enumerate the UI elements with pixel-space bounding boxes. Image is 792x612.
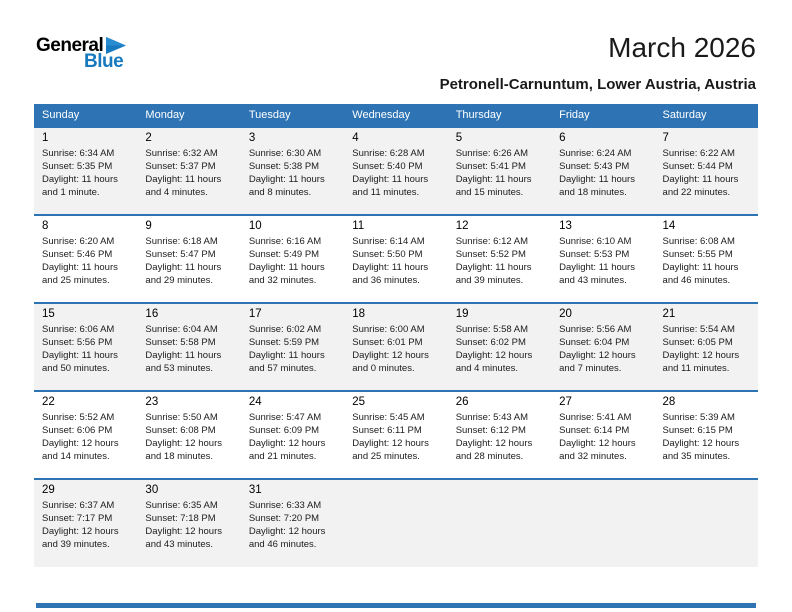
day-number: 30 bbox=[145, 484, 159, 496]
day-cell bbox=[137, 127, 240, 215]
day-detail: Daylight: 11 hours bbox=[455, 174, 532, 185]
day-detail: Sunrise: 6:28 AM bbox=[352, 148, 425, 159]
page-title: March 2026 bbox=[608, 32, 756, 63]
day-cell bbox=[655, 303, 758, 391]
day-detail: Sunrise: 6:10 AM bbox=[559, 236, 632, 247]
day-detail: Sunset: 5:43 PM bbox=[559, 161, 630, 172]
day-detail: Daylight: 12 hours bbox=[559, 350, 636, 361]
day-detail: Daylight: 11 hours bbox=[248, 262, 325, 273]
day-detail: Sunset: 6:09 PM bbox=[248, 425, 320, 436]
day-cell bbox=[137, 215, 240, 303]
day-number: 14 bbox=[662, 220, 676, 232]
calendar-table bbox=[34, 104, 758, 567]
day-detail: Sunset: 6:01 PM bbox=[352, 337, 423, 348]
day-number: 22 bbox=[42, 396, 55, 408]
day-detail: Sunset: 5:56 PM bbox=[42, 337, 113, 348]
day-number: 6 bbox=[559, 132, 566, 144]
day-detail: Sunrise: 5:47 AM bbox=[248, 412, 322, 423]
weekday-header-tuesday: Tuesday bbox=[241, 104, 344, 127]
day-detail: Sunrise: 6:30 AM bbox=[248, 148, 322, 159]
weekday-header-saturday: Saturday bbox=[655, 104, 758, 127]
week-row bbox=[34, 215, 758, 303]
day-cell bbox=[241, 479, 344, 567]
day-cell bbox=[137, 391, 240, 479]
weekday-header-friday: Friday bbox=[551, 104, 654, 127]
day-cell bbox=[241, 303, 344, 391]
logo-text-blue: Blue bbox=[84, 51, 124, 72]
day-detail: and 50 minutes. bbox=[42, 363, 110, 374]
day-detail: Daylight: 11 hours bbox=[662, 174, 739, 185]
day-number: 2 bbox=[145, 132, 152, 144]
day-number: 27 bbox=[559, 396, 572, 408]
location-subtitle: Petronell-Carnuntum, Lower Austria, Austria bbox=[439, 76, 756, 93]
day-detail: Daylight: 11 hours bbox=[42, 350, 118, 361]
day-detail: Sunset: 5:53 PM bbox=[559, 249, 630, 260]
day-detail: Sunset: 7:20 PM bbox=[248, 513, 320, 524]
day-detail: Daylight: 12 hours bbox=[352, 438, 429, 449]
day-detail: and 18 minutes. bbox=[559, 187, 627, 198]
day-detail: Sunset: 5:49 PM bbox=[248, 249, 320, 260]
day-detail: and 11 minutes. bbox=[352, 187, 420, 198]
day-detail: Sunrise: 5:41 AM bbox=[559, 412, 632, 423]
weekday-header-monday: Monday bbox=[137, 104, 240, 127]
day-detail: Daylight: 11 hours bbox=[145, 174, 222, 185]
day-detail: Sunrise: 6:02 AM bbox=[248, 324, 322, 335]
day-detail: and 53 minutes. bbox=[145, 363, 214, 374]
day-detail: and 28 minutes. bbox=[455, 451, 524, 462]
day-number: 8 bbox=[42, 220, 49, 232]
day-detail: Sunset: 6:02 PM bbox=[455, 337, 526, 348]
day-detail: Sunrise: 6:08 AM bbox=[662, 236, 735, 247]
day-number: 20 bbox=[559, 308, 572, 320]
day-cell bbox=[448, 391, 551, 479]
day-detail: Sunrise: 5:54 AM bbox=[662, 324, 735, 335]
day-detail: Daylight: 11 hours bbox=[145, 262, 222, 273]
day-number: 3 bbox=[248, 132, 256, 144]
footer-accent-bar bbox=[36, 603, 756, 608]
day-detail: Sunset: 5:40 PM bbox=[352, 161, 423, 172]
day-detail: Daylight: 12 hours bbox=[145, 526, 222, 537]
day-detail: Daylight: 12 hours bbox=[455, 438, 533, 449]
day-detail: Sunrise: 6:12 AM bbox=[455, 236, 529, 247]
day-detail: and 43 minutes. bbox=[145, 539, 214, 550]
empty-day-cell bbox=[448, 479, 551, 567]
logo-text-general: General bbox=[36, 35, 104, 56]
day-detail: Sunset: 6:06 PM bbox=[42, 425, 113, 436]
day-detail: Sunset: 5:35 PM bbox=[42, 161, 113, 172]
day-detail: Sunset: 5:58 PM bbox=[145, 337, 216, 348]
day-number: 1 bbox=[42, 132, 49, 144]
day-detail: Sunset: 5:47 PM bbox=[145, 249, 216, 260]
day-cell bbox=[34, 303, 137, 391]
day-detail: and 46 minutes. bbox=[662, 275, 731, 286]
day-cell bbox=[448, 215, 551, 303]
general-blue-logo bbox=[36, 36, 126, 71]
day-number: 12 bbox=[455, 220, 469, 232]
day-number: 18 bbox=[352, 308, 366, 320]
day-detail: Sunset: 6:12 PM bbox=[455, 425, 526, 436]
day-detail: Sunrise: 6:26 AM bbox=[455, 148, 529, 159]
day-number: 23 bbox=[145, 396, 159, 408]
day-detail: and 32 minutes. bbox=[248, 275, 317, 286]
day-number: 17 bbox=[248, 308, 262, 320]
day-detail: Daylight: 12 hours bbox=[559, 438, 636, 449]
day-detail: and 1 minute. bbox=[42, 187, 100, 198]
day-number: 19 bbox=[455, 308, 469, 320]
day-detail: and 4 minutes. bbox=[455, 363, 519, 374]
day-detail: Daylight: 12 hours bbox=[42, 526, 119, 537]
day-cell bbox=[344, 215, 447, 303]
day-number: 26 bbox=[455, 396, 469, 408]
day-detail: Daylight: 11 hours bbox=[248, 350, 325, 361]
day-detail: Sunset: 5:55 PM bbox=[662, 249, 733, 260]
day-detail: Sunrise: 5:56 AM bbox=[559, 324, 632, 335]
day-detail: and 43 minutes. bbox=[559, 275, 627, 286]
day-number: 15 bbox=[42, 308, 55, 320]
day-detail: Sunset: 5:41 PM bbox=[455, 161, 526, 172]
day-cell bbox=[551, 215, 654, 303]
day-detail: Sunrise: 5:50 AM bbox=[145, 412, 218, 423]
day-detail: Sunset: 6:05 PM bbox=[662, 337, 733, 348]
day-detail: Sunset: 7:17 PM bbox=[42, 513, 113, 524]
week-row bbox=[34, 303, 758, 391]
day-detail: Daylight: 11 hours bbox=[352, 262, 429, 273]
empty-day-cell bbox=[344, 479, 447, 567]
day-cell bbox=[344, 127, 447, 215]
day-detail: Daylight: 11 hours bbox=[352, 174, 429, 185]
weekday-header-row bbox=[34, 104, 758, 127]
day-detail: and 0 minutes. bbox=[352, 363, 415, 374]
weekday-header-wednesday: Wednesday bbox=[344, 104, 447, 127]
day-detail: and 29 minutes. bbox=[145, 275, 214, 286]
day-detail: Sunset: 5:59 PM bbox=[248, 337, 320, 348]
day-detail: Sunrise: 6:06 AM bbox=[42, 324, 115, 335]
day-number: 4 bbox=[352, 132, 359, 144]
day-detail: Daylight: 12 hours bbox=[248, 438, 326, 449]
day-number: 24 bbox=[248, 396, 262, 408]
day-detail: Sunset: 6:11 PM bbox=[352, 425, 422, 436]
day-detail: Sunrise: 6:34 AM bbox=[42, 148, 115, 159]
day-detail: Daylight: 12 hours bbox=[455, 350, 533, 361]
day-detail: and 8 minutes. bbox=[248, 187, 312, 198]
day-number: 25 bbox=[352, 396, 366, 408]
day-cell bbox=[344, 391, 447, 479]
day-detail: Sunset: 5:38 PM bbox=[248, 161, 320, 172]
day-detail: Daylight: 12 hours bbox=[352, 350, 429, 361]
day-number: 11 bbox=[352, 220, 365, 232]
day-detail: Sunset: 6:08 PM bbox=[145, 425, 216, 436]
day-cell bbox=[344, 303, 447, 391]
week-row bbox=[34, 127, 758, 215]
day-detail: Daylight: 12 hours bbox=[662, 350, 740, 361]
day-detail: Sunrise: 6:37 AM bbox=[42, 500, 115, 511]
day-detail: Sunrise: 5:45 AM bbox=[352, 412, 425, 423]
day-cell bbox=[34, 215, 137, 303]
day-detail: and 39 minutes. bbox=[42, 539, 110, 550]
day-number: 31 bbox=[248, 484, 262, 496]
day-detail: and 39 minutes. bbox=[455, 275, 524, 286]
day-detail: Sunrise: 6:04 AM bbox=[145, 324, 218, 335]
day-number: 28 bbox=[662, 396, 676, 408]
day-detail: and 11 minutes. bbox=[662, 363, 730, 374]
day-detail: Sunset: 5:50 PM bbox=[352, 249, 423, 260]
day-detail: Sunset: 6:04 PM bbox=[559, 337, 630, 348]
day-detail: Sunrise: 6:16 AM bbox=[248, 236, 322, 247]
day-detail: Sunrise: 6:32 AM bbox=[145, 148, 218, 159]
day-detail: Sunrise: 6:20 AM bbox=[42, 236, 115, 247]
day-cell bbox=[34, 479, 137, 567]
day-detail: Sunset: 5:52 PM bbox=[455, 249, 526, 260]
day-cell bbox=[241, 215, 344, 303]
calendar bbox=[34, 104, 758, 567]
day-detail: Sunrise: 6:14 AM bbox=[352, 236, 425, 247]
day-detail: Sunrise: 5:39 AM bbox=[662, 412, 735, 423]
day-detail: and 35 minutes. bbox=[662, 451, 731, 462]
weekday-header-thursday: Thursday bbox=[448, 104, 551, 127]
day-detail: and 57 minutes. bbox=[248, 363, 317, 374]
day-cell bbox=[448, 127, 551, 215]
day-detail: Daylight: 11 hours bbox=[42, 262, 118, 273]
day-detail: Sunset: 7:18 PM bbox=[145, 513, 216, 524]
day-detail: Sunrise: 6:18 AM bbox=[145, 236, 218, 247]
day-detail: Daylight: 11 hours bbox=[455, 262, 532, 273]
day-cell bbox=[655, 127, 758, 215]
day-detail: Sunset: 6:15 PM bbox=[662, 425, 733, 436]
day-detail: Sunrise: 5:52 AM bbox=[42, 412, 115, 423]
day-cell bbox=[34, 127, 137, 215]
day-detail: Sunset: 5:46 PM bbox=[42, 249, 113, 260]
day-detail: and 46 minutes. bbox=[248, 539, 317, 550]
day-detail: Daylight: 12 hours bbox=[145, 438, 222, 449]
day-number: 13 bbox=[559, 220, 572, 232]
day-detail: Daylight: 12 hours bbox=[248, 526, 326, 537]
day-detail: and 36 minutes. bbox=[352, 275, 420, 286]
day-detail: Daylight: 11 hours bbox=[248, 174, 325, 185]
day-detail: Sunrise: 6:22 AM bbox=[662, 148, 735, 159]
day-number: 29 bbox=[42, 484, 55, 496]
day-number: 10 bbox=[248, 220, 262, 232]
day-detail: and 15 minutes. bbox=[455, 187, 524, 198]
day-detail: Sunset: 5:37 PM bbox=[145, 161, 216, 172]
day-detail: Daylight: 12 hours bbox=[42, 438, 119, 449]
day-cell bbox=[137, 303, 240, 391]
day-detail: and 25 minutes. bbox=[42, 275, 110, 286]
day-number: 9 bbox=[145, 220, 152, 232]
day-cell bbox=[655, 215, 758, 303]
day-detail: Sunrise: 6:24 AM bbox=[559, 148, 632, 159]
day-number: 5 bbox=[455, 132, 463, 144]
day-detail: and 25 minutes. bbox=[352, 451, 420, 462]
day-detail: and 14 minutes. bbox=[42, 451, 110, 462]
day-detail: Sunrise: 6:33 AM bbox=[248, 500, 322, 511]
day-detail: and 22 minutes. bbox=[662, 187, 731, 198]
day-cell bbox=[137, 479, 240, 567]
day-detail: Sunrise: 6:00 AM bbox=[352, 324, 425, 335]
day-cell bbox=[551, 391, 654, 479]
calendar-body bbox=[34, 127, 758, 567]
day-detail: and 18 minutes. bbox=[145, 451, 214, 462]
day-detail: and 4 minutes. bbox=[145, 187, 208, 198]
day-detail: and 7 minutes. bbox=[559, 363, 622, 374]
day-detail: Daylight: 12 hours bbox=[662, 438, 740, 449]
day-number: 7 bbox=[662, 132, 669, 144]
day-cell bbox=[551, 127, 654, 215]
day-cell bbox=[34, 391, 137, 479]
day-cell bbox=[241, 391, 344, 479]
day-detail: Sunset: 5:44 PM bbox=[662, 161, 733, 172]
week-row bbox=[34, 391, 758, 479]
week-row bbox=[34, 479, 758, 567]
day-detail: Daylight: 11 hours bbox=[559, 174, 635, 185]
day-cell bbox=[551, 303, 654, 391]
day-detail: Sunrise: 5:43 AM bbox=[455, 412, 529, 423]
day-detail: Daylight: 11 hours bbox=[559, 262, 635, 273]
day-detail: Sunrise: 6:35 AM bbox=[145, 500, 218, 511]
weekday-header-sunday: Sunday bbox=[34, 104, 137, 127]
empty-day-cell bbox=[655, 479, 758, 567]
day-detail: Daylight: 11 hours bbox=[145, 350, 222, 361]
day-cell bbox=[241, 127, 344, 215]
day-cell bbox=[655, 391, 758, 479]
day-detail: and 21 minutes. bbox=[248, 451, 317, 462]
day-detail: Daylight: 11 hours bbox=[662, 262, 739, 273]
day-number: 21 bbox=[662, 308, 676, 320]
empty-day-cell bbox=[551, 479, 654, 567]
day-cell bbox=[448, 303, 551, 391]
day-detail: Daylight: 11 hours bbox=[42, 174, 118, 185]
day-detail: and 32 minutes. bbox=[559, 451, 627, 462]
day-detail: Sunrise: 5:58 AM bbox=[455, 324, 529, 335]
day-number: 16 bbox=[145, 308, 159, 320]
day-detail: Sunset: 6:14 PM bbox=[559, 425, 630, 436]
